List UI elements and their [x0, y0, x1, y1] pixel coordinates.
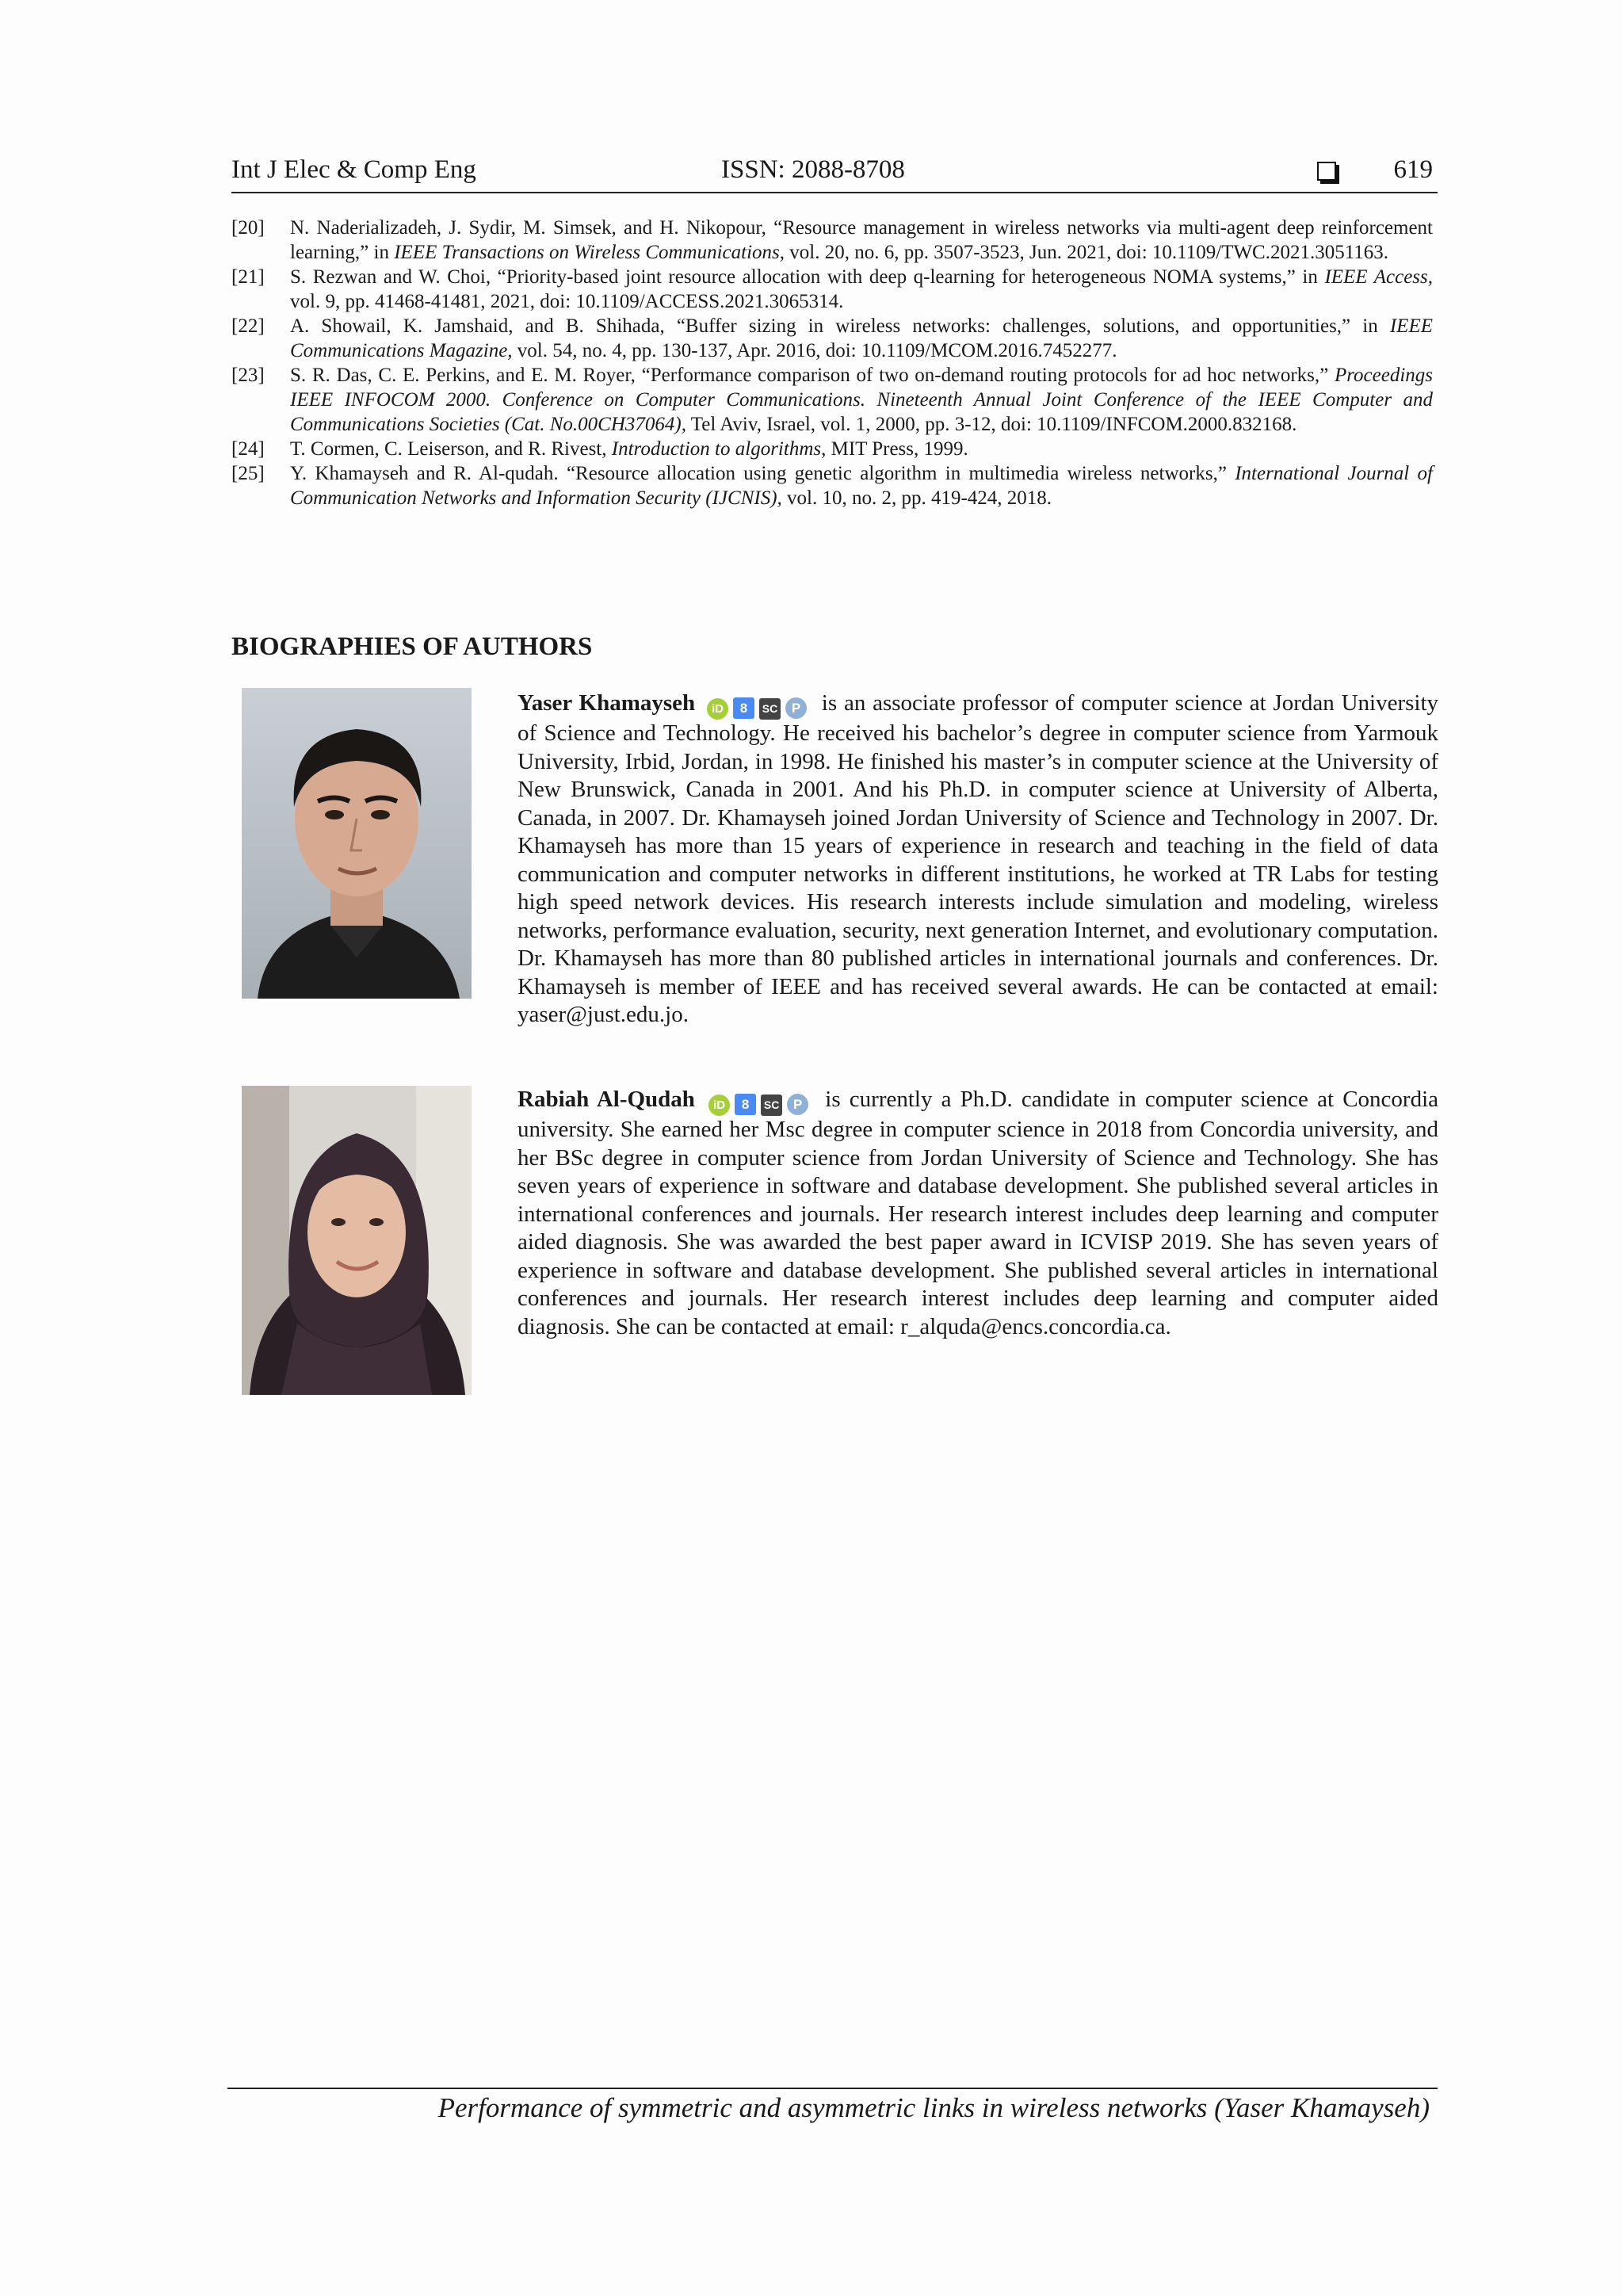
reference-item [231, 461, 1433, 510]
reference-number: [23] [231, 365, 265, 386]
profile-badges [702, 690, 807, 716]
reference-item [231, 265, 1433, 314]
reference-venue: IEEE Transactions on Wireless Communications, [394, 242, 785, 263]
page-number: 619 [1393, 155, 1433, 184]
reference-list [231, 216, 1433, 510]
google-scholar-icon[interactable]: 8 [733, 697, 754, 719]
section-heading: BIOGRAPHIES OF AUTHORS [231, 632, 593, 661]
reference-number: [24] [231, 438, 265, 460]
reference-number: [20] [231, 217, 265, 239]
page-footer [227, 2088, 1438, 2123]
reference-text: N. Naderializadeh, J. Sydir, M. Simsek, and H. Nikopour, “Resource management in wireless networks via multi-agent deep reinforcement learning,” in IEEE Transactions on Wireless Communications, vol. 20, no. 6, pp. 3507-3523, Jun. 2021, doi: 10.1109/TWC.2021.3051163. [290, 217, 1433, 263]
publons-icon[interactable]: P [787, 1094, 808, 1115]
profile-badges [704, 1087, 808, 1112]
reference-item [231, 314, 1433, 363]
reference-text: S. Rezwan and W. Choi, “Priority-based joint resource allocation with deep q-learning for heterogeneous NOMA systems,” in IEEE Access, vol. 9, pp. 41468-41481, 2021, doi: 10.1109/ACCESS.2021.3065314. [290, 266, 1433, 312]
scopus-icon[interactable]: SC [761, 1095, 782, 1116]
bio-text [517, 1086, 1438, 1341]
reference-venue: Introduction to algorithms [611, 438, 822, 460]
reference-number: [21] [231, 266, 265, 288]
bio-text [517, 690, 1438, 1030]
orcid-icon[interactable]: iD [707, 698, 728, 720]
reference-text: Y. Khamayseh and R. Al-qudah. “Resource allocation using genetic algorithm in multimedia wireless networks,” International Journal of Communication Networks and Information Security (IJCNIS), vol. 10, no. 2, pp. 419-424, 2018. [290, 463, 1434, 509]
footer-title: Performance of symmetric and asymmetric links in wireless networks (Yaser Khamayseh) [437, 2092, 1430, 2123]
author-photo [242, 688, 472, 999]
checkbox-icon [1317, 162, 1336, 181]
reference-venue: IEEE Access, [1324, 266, 1433, 288]
reference-venue: Proceedings IEEE INFOCOM 2000. Conference on Computer Communications. Nineteenth Annual Joint Conference of the IEEE Computer and Communications Societies (Cat. No.00CH37064), [290, 365, 1433, 435]
scopus-icon[interactable]: SC [759, 698, 781, 720]
reference-number: [22] [231, 315, 265, 337]
bio-body: is currently a Ph.D. candidate in computer science at Concordia university. She earned her Msc degree in computer science in 2018 from Concordia university, and her BSc degree in computer science from Jordan University of Science and Technology. She has seven years of experience in software and database development. She published several articles in international conferences and journals. Her research interest includes deep learning and computer aided diagnosis. She was awarded the best paper award in ICVISP 2019. She has seven years of experience in software and database development. She published several articles in international conferences and journals. Her research interest includes deep learning and computer aided diagnosis. She can be contacted at email: r_alquda@encs.concordia.ca. [517, 1087, 1438, 1339]
reference-number: [25] [231, 463, 265, 484]
google-scholar-icon[interactable]: 8 [735, 1094, 756, 1115]
reference-venue: International Journal of Communication Networks and Information Security (IJCNIS), [290, 463, 1434, 509]
orcid-icon[interactable]: iD [708, 1095, 730, 1116]
issn: ISSN: 2088-8708 [721, 155, 905, 184]
reference-item [231, 437, 1433, 461]
author-photo [242, 1086, 472, 1395]
reference-text: T. Cormen, C. Leiserson, and R. Rivest, Introduction to algorithms, MIT Press, 1999. [290, 438, 968, 460]
reference-venue: IEEE Communications Magazine, [290, 315, 1433, 361]
author-name: Rabiah Al-Qudah [517, 1087, 695, 1112]
page-header [231, 151, 1438, 193]
reference-item [231, 216, 1433, 265]
author-name: Yaser Khamayseh [517, 690, 696, 716]
reference-text: S. R. Das, C. E. Perkins, and E. M. Royer, “Performance comparison of two on-demand routing protocols for ad hoc networks,” Proceedings IEEE INFOCOM 2000. Conference on Computer Communications. Nineteenth Annual Joint Conference of the IEEE Computer and Communications Societies (Cat. No.00CH37064), Tel Aviv, Israel, vol. 1, 2000, pp. 3-12, doi: 10.1109/INFCOM.2000.832168. [290, 365, 1433, 435]
journal-name: Int J Elec & Comp Eng [231, 155, 476, 184]
bio-body: is an associate professor of computer science at Jordan University of Science and Technology. He received his bachelor’s degree in computer science from Yarmouk University, Irbid, Jordan, in 1998. He finished his master’s in computer science at the University of New Brunswick, Canada in 2001. And his Ph.D. in computer science at University of Alberta, Canada, in 2007. Dr. Khamayseh joined Jordan University of Science and Technology in 2007. Dr. Khamayseh has more than 15 years of experience in research and teaching in the field of data communication and computer networks in different institutions, he worked at TR Labs for testing high speed network devices. His research interests include simulation and modeling, wireless networks, performance evaluation, security, next generation Internet, and evolutionary computation. Dr. Khamayseh has more than 80 published articles in international journals and conferences. Dr. Khamayseh is member of IEEE and has received several awards. He can be contacted at email: yaser@just.edu.jo. [517, 690, 1439, 1027]
reference-text: A. Showail, K. Jamshaid, and B. Shihada, “Buffer sizing in wireless networks: challenges, solutions, and opportunities,” in IEEE Communications Magazine, vol. 54, no. 4, pp. 130-137, Apr. 2016, doi: 10.1109/MCOM.2016.7452277. [290, 315, 1433, 361]
reference-item [231, 363, 1433, 437]
publons-icon[interactable]: P [785, 697, 807, 719]
